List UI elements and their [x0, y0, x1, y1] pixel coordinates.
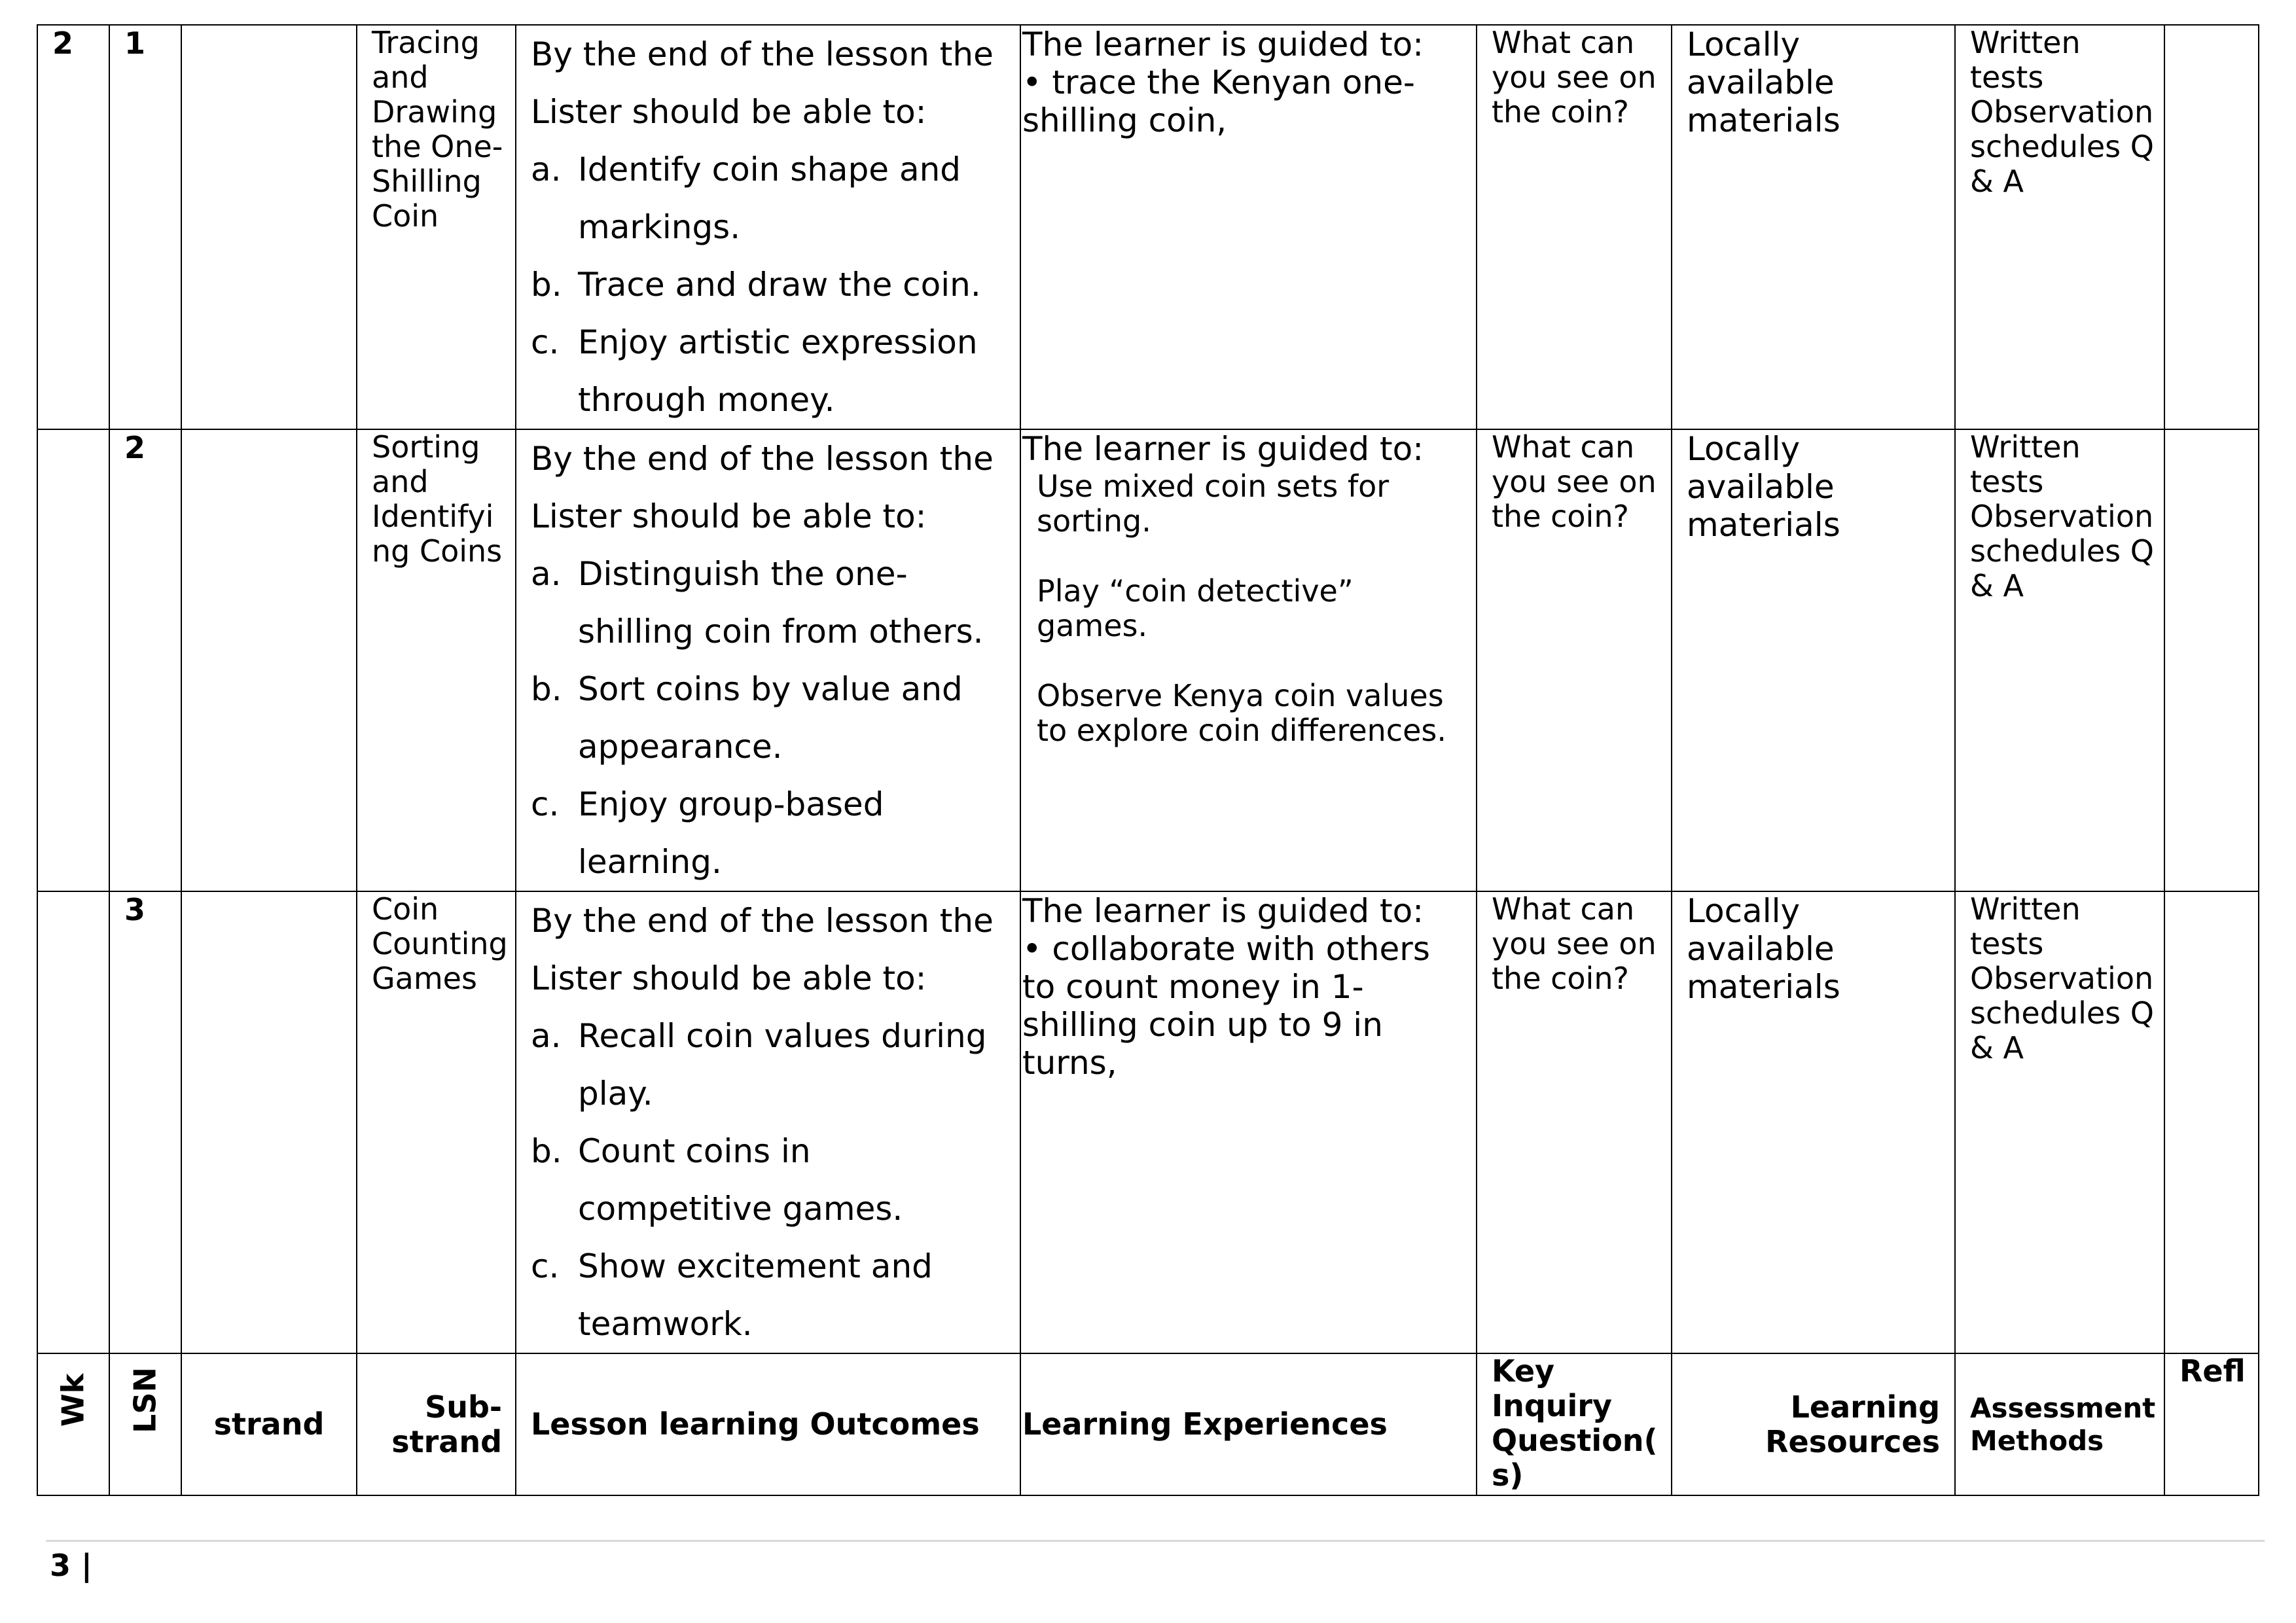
- outcome-item: [531, 1007, 1013, 1122]
- sub-strand-cell: Sorting and Identifying Coins: [357, 429, 516, 891]
- assessment-cell: Written tests Observation schedules Q & A: [1955, 891, 2164, 1353]
- header-lesson: [109, 1353, 181, 1495]
- lesson-row: [37, 25, 2259, 429]
- outcome-text: Trace and draw the coin.: [578, 266, 981, 304]
- outcome-marker: a.: [531, 151, 562, 188]
- outcome-item: [531, 313, 1013, 429]
- week-cell: [37, 429, 109, 891]
- resources-cell: Locally available materials: [1672, 429, 1955, 891]
- reflection-cell: [2164, 25, 2259, 429]
- lesson-rows: [37, 25, 2259, 1353]
- outcome-marker: c.: [531, 323, 560, 361]
- outcome-text: Distinguish the one-shilling coin from others.: [578, 555, 984, 651]
- header-outcomes: Lesson learning Outcomes: [516, 1353, 1020, 1495]
- outcome-text: Identify coin shape and markings.: [578, 151, 961, 246]
- outcome-marker: a.: [531, 1017, 562, 1055]
- strand-cell: [181, 25, 357, 429]
- outcome-marker: b.: [531, 266, 562, 304]
- assessment-cell: Written tests Observation schedules Q & A: [1955, 25, 2164, 429]
- outcome-item: [531, 545, 1013, 660]
- outcome-marker: c.: [531, 1247, 560, 1285]
- footer-divider: [46, 1540, 2265, 1542]
- resources-cell: Locally available materials: [1672, 25, 1955, 429]
- experiences-body: • collaborate with others to count money in 1-shilling coin up to 9 in turns,: [1022, 930, 1430, 1082]
- header-strand: strand: [181, 1353, 357, 1495]
- outcomes-cell: [516, 891, 1020, 1353]
- lesson-row: [37, 429, 2259, 891]
- outcomes-intro: By the end of the lesson the Lister should be able to:: [531, 440, 994, 535]
- outcome-item: [531, 141, 1013, 256]
- week-cell: [37, 891, 109, 1353]
- experiences-cell: [1020, 429, 1477, 891]
- outcomes-list: [531, 141, 1013, 429]
- outcome-marker: c.: [531, 785, 560, 823]
- outcome-item: [531, 660, 1013, 776]
- outcome-item: [531, 1122, 1013, 1238]
- outcome-text: Sort coins by value and appearance.: [578, 670, 963, 766]
- outcomes-cell: [516, 429, 1020, 891]
- outcomes-intro: By the end of the lesson the Lister should be able to:: [531, 35, 994, 131]
- header-lesson-label: LSN: [127, 1367, 163, 1433]
- header-assessment: Assessment Methods: [1955, 1353, 2164, 1495]
- outcomes-intro: By the end of the lesson the Lister should be able to:: [531, 902, 994, 997]
- header-reflection: Refl: [2164, 1353, 2259, 1495]
- sub-strand-cell: Coin Counting Games: [357, 891, 516, 1353]
- experiences-intro: The learner is guided to:: [1022, 430, 1424, 468]
- week-cell: 2: [37, 25, 109, 429]
- lesson-number-cell: 1: [109, 25, 181, 429]
- experience-item: Observe Kenya coin values to explore coin differences.: [1037, 678, 1446, 748]
- experiences-cell: [1020, 25, 1477, 429]
- outcome-text: Recall coin values during play.: [578, 1017, 987, 1113]
- key-question-cell: What can you see on the coin?: [1477, 25, 1672, 429]
- strand-cell: [181, 429, 357, 891]
- outcomes-cell: [516, 25, 1020, 429]
- outcome-item: [531, 1238, 1013, 1353]
- outcomes-list: [531, 1007, 1013, 1353]
- experiences-body: • trace the Kenyan one-shilling coin,: [1022, 63, 1415, 139]
- outcome-item: [531, 776, 1013, 891]
- outcome-text: Show excitement and teamwork.: [578, 1247, 933, 1343]
- header-week-label: Wk: [55, 1373, 91, 1427]
- outcomes-list: [531, 545, 1013, 891]
- lesson-row: [37, 891, 2259, 1353]
- scheme-of-work-table: [37, 24, 2259, 1496]
- outcome-item: [531, 256, 1013, 313]
- reflection-cell: [2164, 891, 2259, 1353]
- outcome-marker: a.: [531, 555, 562, 593]
- page-number: 3 |: [50, 1548, 92, 1583]
- resources-cell: Locally available materials: [1672, 891, 1955, 1353]
- key-question-cell: What can you see on the coin?: [1477, 429, 1672, 891]
- outcome-marker: b.: [531, 670, 562, 708]
- header-resources: Learning Resources: [1672, 1353, 1955, 1495]
- outcome-marker: b.: [531, 1132, 562, 1170]
- header-week: [37, 1353, 109, 1495]
- strand-cell: [181, 891, 357, 1353]
- outcome-text: Count coins in competitive games.: [578, 1132, 903, 1228]
- lesson-number-cell: 2: [109, 429, 181, 891]
- outcome-text: Enjoy artistic expression through money.: [578, 323, 978, 419]
- header-key-question: Key Inquiry Question(s): [1477, 1353, 1672, 1495]
- experience-item: Use mixed coin sets for sorting.: [1037, 469, 1390, 539]
- header-sub-strand: Sub-strand: [357, 1353, 516, 1495]
- key-question-cell: What can you see on the coin?: [1477, 891, 1672, 1353]
- experiences-list: [1022, 469, 1471, 748]
- experiences-intro: The learner is guided to:: [1022, 892, 1424, 930]
- sub-strand-cell: Tracing and Drawing the One-Shilling Coin: [357, 25, 516, 429]
- experiences-intro: The learner is guided to:: [1022, 26, 1424, 63]
- lesson-number-cell: 3: [109, 891, 181, 1353]
- experiences-cell: [1020, 891, 1477, 1353]
- reflection-cell: [2164, 429, 2259, 891]
- header-experiences: Learning Experiences: [1020, 1353, 1477, 1495]
- assessment-cell: Written tests Observation schedules Q & A: [1955, 429, 2164, 891]
- experience-item: Play “coin detective” games.: [1037, 573, 1354, 643]
- column-header-row: [37, 1353, 2259, 1495]
- outcome-text: Enjoy group-based learning.: [578, 785, 884, 881]
